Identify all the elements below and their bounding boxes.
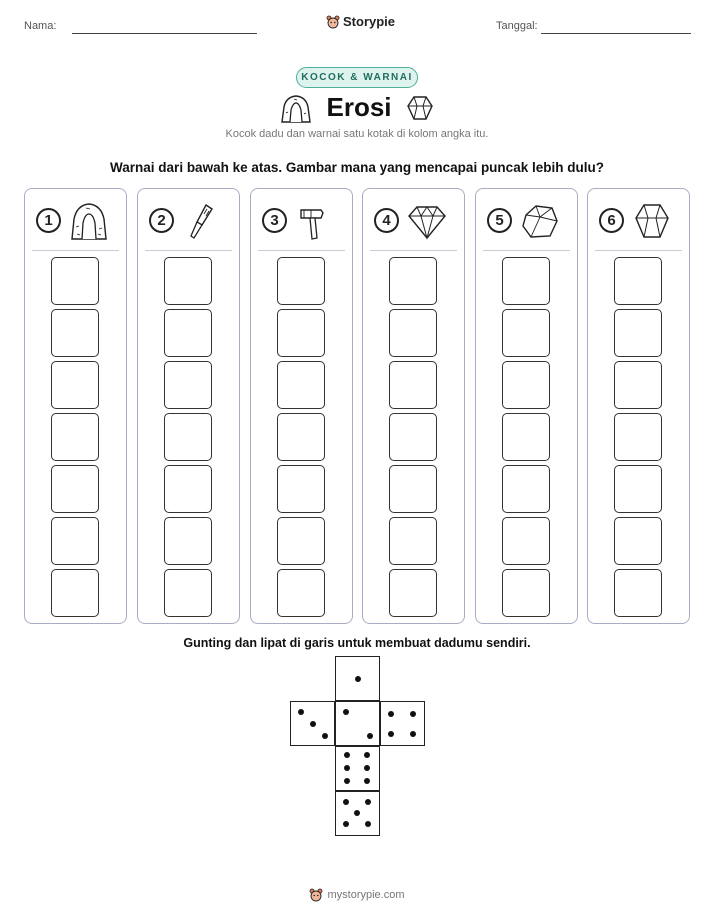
color-box[interactable]	[614, 257, 662, 305]
column-divider	[32, 250, 119, 251]
page-title: Erosi	[326, 92, 392, 122]
color-box[interactable]	[502, 257, 550, 305]
color-box[interactable]	[51, 257, 99, 305]
subtitle: Kocok dadu dan warnai satu kotak di kolom angka itu.	[225, 128, 489, 140]
brand-logo	[326, 14, 395, 29]
column-4	[362, 188, 465, 624]
color-box[interactable]	[164, 361, 212, 409]
footer	[0, 888, 714, 902]
mascot-icon	[309, 888, 323, 902]
date-line[interactable]	[541, 33, 691, 34]
color-box[interactable]	[164, 465, 212, 513]
hammer-icon	[295, 201, 335, 241]
die-pip	[355, 676, 361, 682]
column-divider	[370, 250, 457, 251]
color-box[interactable]	[277, 257, 325, 305]
die-pip	[388, 731, 394, 737]
color-box[interactable]	[277, 517, 325, 565]
color-box[interactable]	[164, 257, 212, 305]
die-face-4	[380, 701, 425, 746]
die-pip	[388, 711, 394, 717]
color-box[interactable]	[51, 569, 99, 617]
color-box[interactable]	[614, 413, 662, 461]
rock-arch-icon	[280, 93, 312, 123]
color-box[interactable]	[389, 361, 437, 409]
die-pip	[365, 799, 371, 805]
color-box[interactable]	[389, 257, 437, 305]
die-pip	[354, 810, 360, 816]
die-pip	[344, 752, 350, 758]
die-pip	[410, 731, 416, 737]
die-face-5	[335, 791, 380, 836]
column-divider	[145, 250, 232, 251]
name-label: Nama:	[24, 20, 57, 32]
color-box[interactable]	[502, 517, 550, 565]
color-box[interactable]	[614, 465, 662, 513]
die-face-3	[290, 701, 335, 746]
die-pip	[344, 778, 350, 784]
brand-name: Storypie	[343, 14, 396, 29]
die-pip	[367, 733, 373, 739]
gem-icon	[632, 201, 672, 241]
color-box[interactable]	[502, 309, 550, 357]
color-box[interactable]	[502, 569, 550, 617]
column-divider	[483, 250, 570, 251]
color-box[interactable]	[614, 309, 662, 357]
column-divider	[258, 250, 345, 251]
die-pip	[343, 799, 349, 805]
name-line[interactable]	[72, 33, 257, 34]
die-pip	[364, 752, 370, 758]
color-box[interactable]	[614, 361, 662, 409]
column-5	[475, 188, 578, 624]
die-face-6	[335, 746, 380, 791]
color-box[interactable]	[277, 361, 325, 409]
die-pip	[322, 733, 328, 739]
mascot-icon	[326, 15, 340, 29]
color-box[interactable]	[614, 569, 662, 617]
footer-url[interactable]: mystorypie.com	[327, 889, 405, 901]
die-pip	[364, 765, 370, 771]
number-circle: 6	[599, 208, 624, 233]
color-box[interactable]	[51, 309, 99, 357]
column-3	[250, 188, 353, 624]
color-box[interactable]	[389, 517, 437, 565]
color-box[interactable]	[51, 361, 99, 409]
number-circle: 2	[149, 208, 174, 233]
color-box[interactable]	[389, 465, 437, 513]
color-box[interactable]	[389, 309, 437, 357]
color-box[interactable]	[389, 413, 437, 461]
column-6	[587, 188, 690, 624]
rock-icon	[520, 201, 560, 241]
die-face-1	[335, 656, 380, 701]
die-pip	[310, 721, 316, 727]
date-label: Tanggal:	[496, 20, 538, 32]
color-box[interactable]	[164, 413, 212, 461]
color-box[interactable]	[502, 413, 550, 461]
activity-badge: KOCOK & WARNAI	[296, 67, 418, 88]
color-box[interactable]	[51, 465, 99, 513]
column-1	[24, 188, 127, 624]
die-pip	[364, 778, 370, 784]
number-circle: 3	[262, 208, 287, 233]
color-box[interactable]	[164, 517, 212, 565]
color-box[interactable]	[277, 569, 325, 617]
gem-icon	[406, 94, 434, 122]
column-divider	[595, 250, 682, 251]
color-box[interactable]	[277, 413, 325, 461]
number-circle: 5	[487, 208, 512, 233]
die-pip	[343, 821, 349, 827]
color-box[interactable]	[502, 465, 550, 513]
title-row	[0, 92, 714, 123]
column-2	[137, 188, 240, 624]
die-pip	[343, 709, 349, 715]
color-box[interactable]	[51, 413, 99, 461]
die-pip	[365, 821, 371, 827]
color-box[interactable]	[51, 517, 99, 565]
chisel-icon	[182, 201, 222, 241]
color-box[interactable]	[277, 465, 325, 513]
die-pip	[298, 709, 304, 715]
die-face-2	[335, 701, 380, 746]
number-circle: 4	[374, 208, 399, 233]
color-box[interactable]	[614, 517, 662, 565]
cut-instruction: Gunting dan lipat di garis untuk membuat dadumu sendiri.	[183, 636, 531, 650]
color-box[interactable]	[389, 569, 437, 617]
number-circle: 1	[36, 208, 61, 233]
color-box[interactable]	[502, 361, 550, 409]
instruction: Warnai dari bawah ke atas. Gambar mana yang mencapai puncak lebih dulu?	[110, 160, 604, 175]
color-box[interactable]	[277, 309, 325, 357]
color-box[interactable]	[164, 569, 212, 617]
die-pip	[344, 765, 350, 771]
diamond-icon	[407, 201, 447, 241]
die-pip	[410, 711, 416, 717]
rock-arch-icon	[69, 201, 109, 241]
color-box[interactable]	[164, 309, 212, 357]
